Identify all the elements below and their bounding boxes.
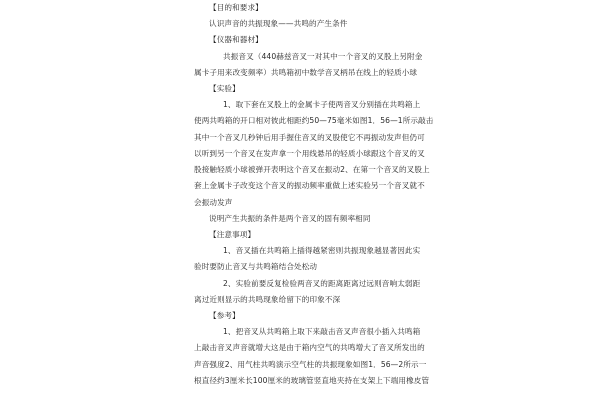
text-line: 其中一个音叉几秒钟后用手握住音叉的叉股使它不再振动发声但仍可 (194, 132, 425, 142)
text-line: 认识声音的共振现象——共鸣的产生条件 (209, 19, 348, 29)
text-line: 使两共鸣箱的开口相对彼此相距约50—75毫米如图1．56—1所示敲击 (194, 116, 434, 126)
heading-notes: 【注意事项】 (209, 229, 256, 239)
text-line: 1、音叉插在共鸣箱上插得越紧密则共振现象越显著因此实 (223, 246, 421, 256)
text-line: 说明产生共振的条件是两个音叉的固有频率相同 (209, 213, 371, 223)
heading-reference: 【参考】 (209, 310, 240, 320)
text-line: 1、把音叉从共鸣箱上取下来敲击音叉声音很小插入共鸣箱 (223, 327, 421, 337)
text-line: 以听到另一个音叉在发声拿一个用线悬吊的轻质小球跟这个音叉的叉 (194, 148, 425, 158)
text-line: 声音强度2、用气柱共鸣演示空气柱的共振现象如图1．56—2所示一 (194, 359, 427, 369)
heading-experiment: 【实验】 (209, 84, 240, 94)
heading-equipment: 【仪器和器材】 (209, 35, 263, 45)
text-line: 验时要防止音叉与共鸣箱结合处松动 (194, 262, 318, 272)
text-line: 根直径约3厘米长100厘米的玻璃管竖直地夹持在支架上下端用橡皮管 (194, 375, 430, 385)
text-line: 套上金属卡子改变这个音叉的振动频率重做上述实验另一个音叉就不 (194, 181, 425, 191)
text-line: 上敲击音叉声音就增大这是由于箱内空气的共鸣增大了音叉所发出的 (194, 343, 425, 353)
text-line: 属卡子用来改变频率）共鸣箱初中数学音叉柄吊在线上的轻质小球 (194, 67, 418, 77)
text-line: 会振动发声 (194, 197, 233, 207)
text-line: 离过近则显示的共鸣现象给留下的印象不深 (194, 294, 341, 304)
text-line: 1、取下套在叉股上的金属卡子使两音叉分别插在共鸣箱上 (223, 100, 421, 110)
heading-purpose: 【目的和要求】 (209, 3, 263, 12)
text-line: 2、实验前要反复检验两音叉的距离距离过远则音响太弱距 (223, 278, 421, 288)
text-line: 共振音叉（440赫兹音叉一对其中一个音叉的叉股上另附金 (223, 51, 423, 61)
text-line: 股接触轻质小球被弹开表明这个音叉在振动2、在第一个音叉的叉股上 (194, 165, 430, 175)
